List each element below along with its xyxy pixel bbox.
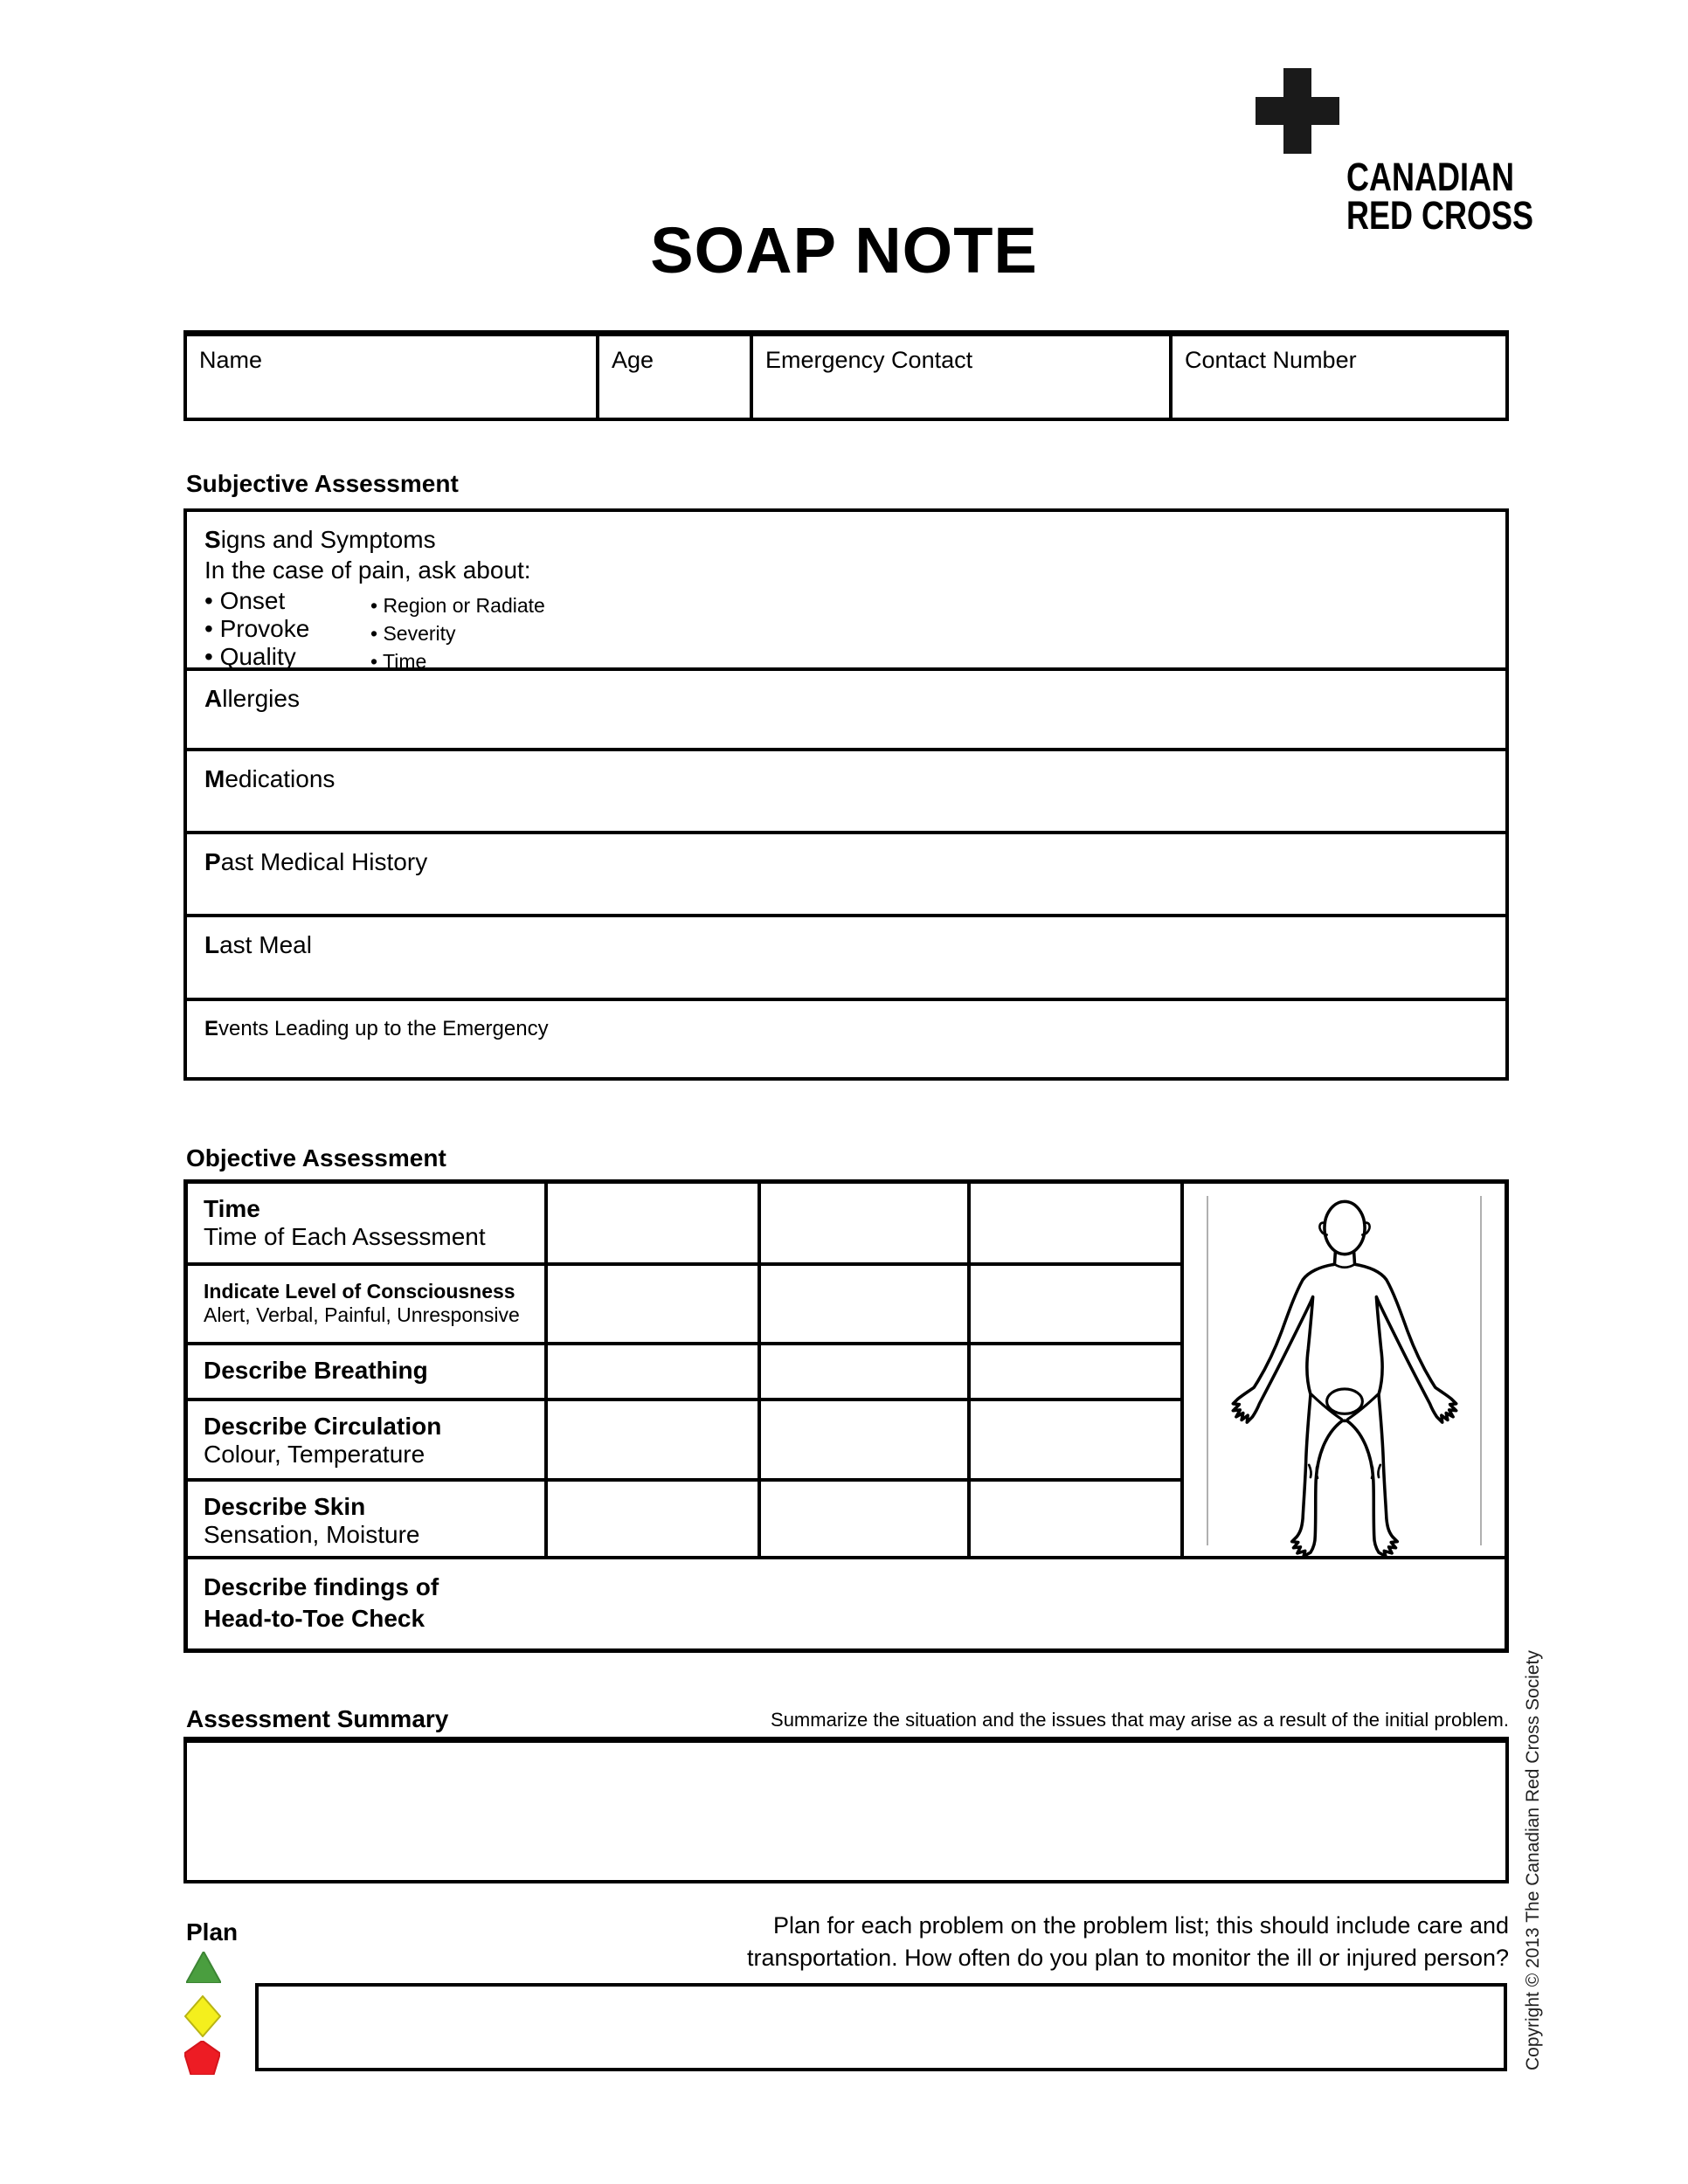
body-diagram-cell <box>1184 1184 1505 1559</box>
objective-entry-cell[interactable] <box>971 1482 1184 1559</box>
subjective-heading: Subjective Assessment <box>186 470 459 497</box>
objective-entry-cell[interactable] <box>548 1401 761 1482</box>
objective-heading: Objective Assessment <box>186 1144 446 1171</box>
head-to-toe-label-line2: Head-to-Toe Check <box>204 1605 425 1632</box>
objective-entry-cell[interactable] <box>761 1345 971 1401</box>
allergies-label: llergies <box>222 685 300 712</box>
pain-bullet-region: • Region or Radiate <box>370 594 545 617</box>
assessment-summary-heading: Assessment Summary <box>186 1705 449 1732</box>
contact-number-label: Contact Number <box>1185 347 1357 373</box>
pain-bullet-time: • Time <box>370 650 427 673</box>
objective-entry-cell[interactable] <box>761 1401 971 1482</box>
objective-entry-cell[interactable] <box>971 1345 1184 1401</box>
plan-note <box>723 1910 1509 1974</box>
breathing-label-cell: Describe Breathing <box>188 1345 548 1401</box>
pain-bullet-provoke: • Provoke <box>204 615 310 642</box>
emergency-contact-field[interactable] <box>750 336 1169 418</box>
assessment-summary-box[interactable] <box>183 1737 1509 1883</box>
plan-box[interactable] <box>255 1983 1507 2071</box>
skin-label-cell: Describe Skin Sensation, Moisture <box>188 1482 548 1559</box>
pain-bullet-onset: • Onset <box>204 587 286 614</box>
pain-bullets-col1 <box>204 587 309 671</box>
age-field[interactable] <box>596 336 750 418</box>
contact-number-field[interactable] <box>1169 336 1505 418</box>
last-meal-row[interactable]: Last Meal <box>187 914 1505 998</box>
objective-entry-cell[interactable] <box>548 1266 761 1345</box>
loc-label-cell: Indicate Level of Consciousness Alert, Verbal, Painful, Unresponsive <box>188 1266 548 1345</box>
events-label: vents Leading up to the Emergency <box>218 1017 549 1040</box>
patient-info-table <box>183 330 1509 421</box>
pain-bullets-col2 <box>370 591 545 675</box>
plan-heading: Plan <box>186 1918 239 1946</box>
subjective-table <box>183 508 1509 1081</box>
diagram-right-edge-line <box>1480 1196 1482 1545</box>
objective-entry-cell[interactable] <box>548 1345 761 1401</box>
diagram-left-edge-line <box>1207 1196 1208 1545</box>
plan-note-line2: transportation. How often do you plan to monitor the ill or injured person? <box>746 1945 1509 1971</box>
time-label-cell: Time Time of Each Assessment <box>188 1184 548 1266</box>
diamond-icon <box>184 1995 221 2037</box>
signs-symptoms-label: Signs and Symptoms <box>204 526 436 553</box>
head-to-toe-row[interactable] <box>188 1559 1505 1648</box>
objective-entry-cell[interactable] <box>548 1184 761 1266</box>
medications-label: edications <box>225 765 336 792</box>
emergency-contact-label: Emergency Contact <box>765 347 973 373</box>
wordmark-line2: RED CROSS <box>1346 193 1534 238</box>
wordmark-line1: CANADIAN <box>1346 155 1514 199</box>
triangle-icon <box>186 1952 221 1983</box>
objective-entry-cell[interactable] <box>971 1184 1184 1266</box>
objective-table <box>183 1179 1509 1653</box>
red-cross-logo-icon <box>1256 68 1339 158</box>
objective-entry-cell[interactable] <box>548 1482 761 1559</box>
page-title: SOAP NOTE <box>650 214 1038 287</box>
pain-prompt: In the case of pain, ask about: <box>204 556 531 584</box>
copyright-text: Copyright © 2013 The Canadian Red Cross Society <box>1523 1650 1543 2070</box>
pain-bullet-severity: • Severity <box>370 622 456 645</box>
past-medical-history-row[interactable]: Past Medical History <box>187 831 1505 914</box>
medications-row[interactable]: Medications <box>187 748 1505 831</box>
human-body-outline <box>1228 1189 1461 1561</box>
last-meal-label: ast Meal <box>219 931 312 958</box>
pentagon-icon <box>184 2041 220 2075</box>
past-medical-history-label: ast Medical History <box>220 848 428 875</box>
age-label: Age <box>612 347 654 373</box>
signs-symptoms-row[interactable] <box>187 512 1505 673</box>
objective-entry-cell[interactable] <box>971 1266 1184 1345</box>
objective-entry-cell[interactable] <box>761 1266 971 1345</box>
events-row[interactable]: Events Leading up to the Emergency <box>187 998 1505 1077</box>
objective-entry-cell[interactable] <box>761 1184 971 1266</box>
head-to-toe-label-line1: Describe findings of <box>204 1573 439 1600</box>
allergies-row[interactable]: Allergies <box>187 667 1505 748</box>
assessment-summary-note: Summarize the situation and the issues that may arise as a result of the initial problem. <box>771 1709 1509 1731</box>
circulation-label-cell: Describe Circulation Colour, Temperature <box>188 1401 548 1482</box>
pain-bullet-quality: • Quality <box>204 643 296 670</box>
objective-entry-cell[interactable] <box>971 1401 1184 1482</box>
name-field[interactable] <box>187 336 596 418</box>
name-label: Name <box>199 347 263 373</box>
plan-note-line1: Plan for each problem on the problem list; this should include care and <box>773 1912 1509 1939</box>
objective-entry-cell[interactable] <box>761 1482 971 1559</box>
